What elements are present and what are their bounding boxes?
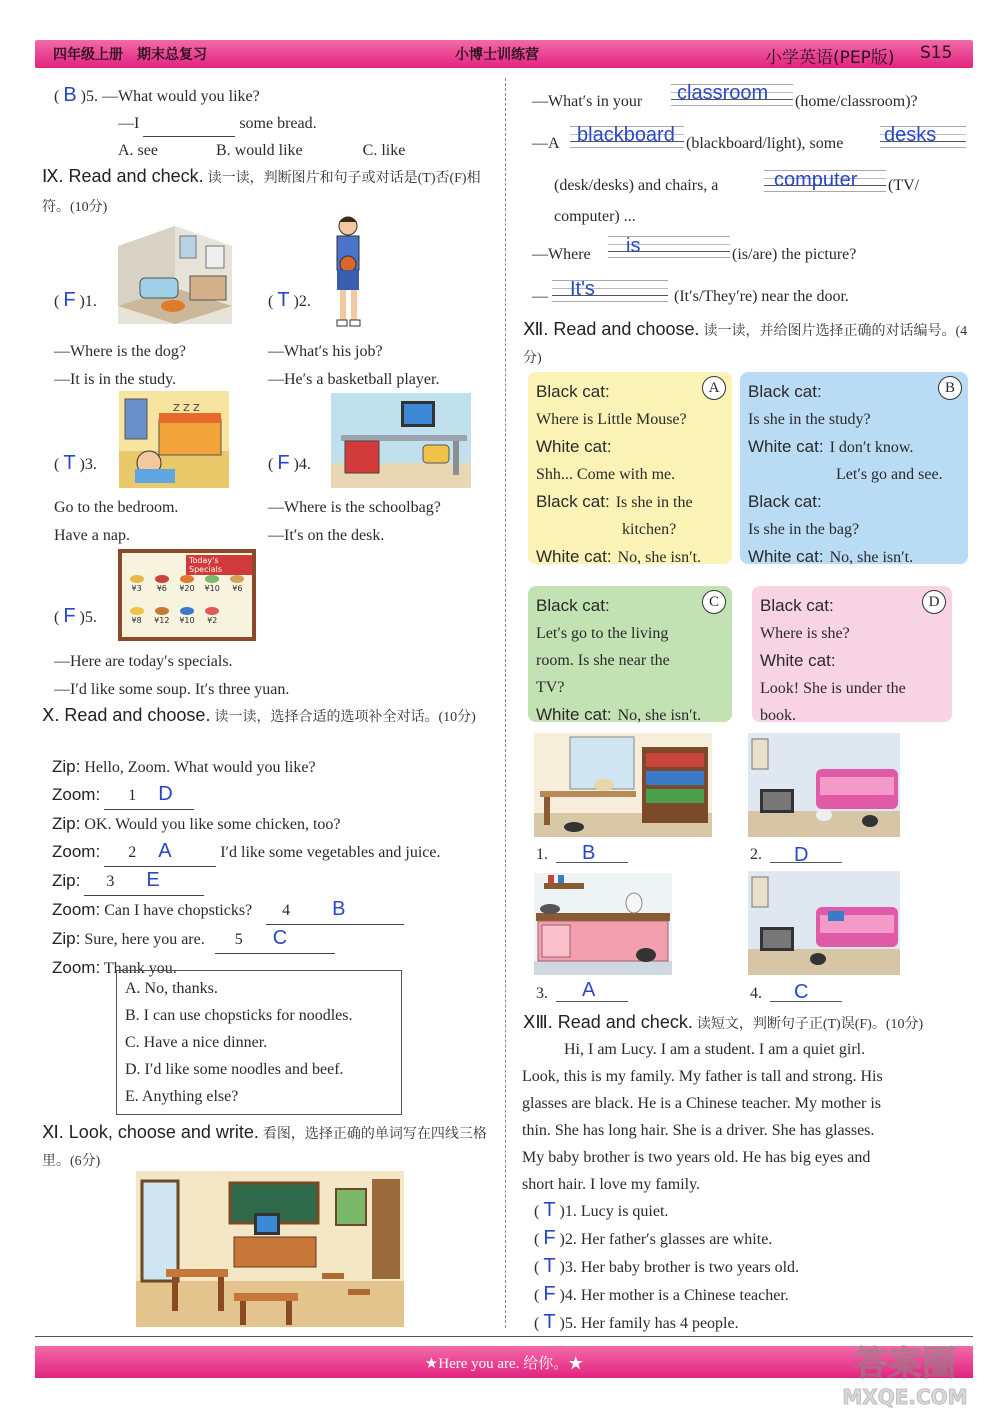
card-line: Black cat:	[536, 596, 610, 615]
pic3-number: 3.	[536, 985, 548, 1002]
card-line: Look! She is under the	[760, 680, 906, 697]
picture-study-room	[534, 733, 712, 837]
card-line: book.	[760, 707, 796, 724]
item9-5-label: ( F )5.	[54, 605, 97, 627]
picture-desk-schoolbag	[331, 393, 471, 488]
menu-item	[200, 575, 225, 593]
section-10-instructions: 读一读，选择合适的选项补全对话。(10分)	[214, 710, 476, 725]
picture-bathroom-dog	[118, 226, 232, 324]
card-line: Let′s go and see.	[836, 466, 943, 483]
menu-item	[149, 575, 174, 593]
pic4-number: 4.	[750, 985, 762, 1002]
section-10-title: Ⅹ. Read and choose.	[42, 705, 211, 725]
tf-item-2: ( F )2. Her father′s glasses are white.	[534, 1227, 773, 1249]
item9-4-label: ( F )4.	[268, 452, 311, 474]
option-a: A. No, thanks.	[125, 980, 218, 997]
card-line: kitchen?	[622, 521, 677, 538]
option-d: D. I′d like some noodles and beef.	[125, 1061, 344, 1078]
section-12-instructions: 读一读，并给图片选择正确的对话编号。(4分)	[523, 324, 968, 366]
menu-item	[225, 575, 250, 593]
card-line: Shh... Come with me.	[536, 466, 676, 483]
card-line: White cat: I don′t know.	[748, 437, 914, 456]
card-tag: C	[702, 590, 726, 614]
watermark-logo: 答案圈 MXQE.COM	[842, 1344, 968, 1409]
item9-5-text: —Here are today′s specials. —I′d like some soup. It′s three yuan.	[54, 653, 290, 698]
picture-bedroom-nap	[119, 391, 229, 488]
fill-row-4: computer) ...	[554, 208, 636, 225]
reading-passage: Hi, I am Lucy. I am a student. I am a quiet girl. Look, this is my family. My father is tall and strong. His glasses are black. He is a Chinese teacher. My mother is thin. She has long hair. She is a driver. She has glasses. My baby brother is two years old. He has big eyes and short hair. I love my family.	[522, 1041, 883, 1193]
card-line: Black cat: Is she in the	[536, 492, 693, 511]
fill-row-6-choice: (It′s/They′re) near the door.	[674, 288, 849, 305]
item9-1-answer: F	[63, 289, 76, 311]
fill-row-3-choice: (TV/	[888, 177, 920, 194]
card-line: Is she in the study?	[748, 411, 871, 428]
item9-3-answer: T	[63, 452, 76, 474]
menu-price: ¥12	[154, 616, 170, 625]
answer-is: is	[626, 235, 641, 257]
tf-item-1: ( T )1. Lucy is quiet.	[534, 1199, 669, 1221]
q5-opt-b: B. would like	[215, 142, 303, 159]
picture-living-room-book	[748, 871, 900, 975]
section-9-title: Ⅸ. Read and check.	[42, 166, 204, 186]
item9-5-answer: F	[63, 605, 76, 627]
picture-living-room-tv	[748, 733, 900, 837]
page-number: S15	[920, 43, 953, 63]
picture-classroom	[136, 1171, 404, 1327]
dialogue-card-c	[528, 586, 732, 722]
menu-item	[149, 607, 174, 625]
menu-item	[174, 575, 199, 593]
pic4-answer: C	[794, 981, 809, 1003]
menu-price: ¥20	[179, 584, 195, 593]
menu-price: ¥6	[156, 584, 167, 593]
q5-answer: B	[63, 84, 77, 106]
item9-2-label: ( T )2.	[268, 289, 311, 311]
section-10-heading	[42, 702, 494, 731]
menu-item	[200, 607, 225, 625]
card-tag: A	[702, 376, 726, 400]
section-11-title: Ⅺ. Look, choose and write.	[42, 1122, 259, 1142]
option-e: E. Anything else?	[125, 1088, 239, 1105]
section-11-instructions: 看图，选择正确的单词写在四线三格里。(6分)	[42, 1127, 487, 1169]
dialog-10: Zip: Hello, Zoom. What would you like? Zoom: 1 D Zip: OK. Would you like some chicken, too? Zoom: 2 A I′d like some vegetables and juice. Zip: 3 E Zoom: Can I have chopsticks? 4 B Zip: Sure, here you are. 5 C Zoom: Thank you.	[52, 757, 441, 977]
fill-row-2: —A	[532, 135, 560, 152]
option-c: C. Have a nice dinner.	[125, 1034, 268, 1051]
card-line: Where is she?	[760, 625, 850, 642]
fill-row-5-choice: (is/are) the picture?	[732, 246, 857, 263]
card-line: Black cat:	[760, 596, 834, 615]
card-line: Where is Little Mouse?	[536, 411, 687, 428]
item9-2-answer: T	[277, 289, 290, 311]
menu-price: ¥10	[179, 616, 195, 625]
header-left: 四年级上册 期末总复习	[53, 47, 207, 63]
option-b: B. I can use chopsticks for noodles.	[125, 1007, 353, 1024]
answer-blackboard: blackboard	[577, 124, 675, 146]
item9-2-text: —What′s his job? —He′s a basketball player.	[268, 343, 440, 388]
q5-opt-a: A. see	[118, 142, 158, 159]
card-line: Black cat:	[536, 382, 610, 401]
answer-desks: desks	[884, 124, 937, 146]
section-12-title: Ⅻ. Read and choose.	[523, 319, 700, 339]
card-line: White cat: No, she isn′t.	[536, 705, 702, 724]
d10-answer-3: E	[146, 869, 160, 891]
tf-item-5: ( T )5. Her family has 4 people.	[534, 1311, 739, 1333]
menu-item	[124, 575, 149, 593]
item9-1-label: ( F )1.	[54, 289, 97, 311]
answer-computer: computer	[774, 169, 858, 191]
pic3-answer: A	[582, 979, 596, 1001]
dialogue-card-a	[528, 372, 732, 564]
question-5: ( B )5. —What would you like? —I some bread. A. see B. would like C. like	[54, 84, 406, 159]
header-right: 小学英语(PEP版)	[765, 48, 895, 68]
page-header	[35, 40, 973, 68]
q5-opt-c: C. like	[362, 142, 406, 159]
item9-4-text: —Where is the schoolbag? —It′s on the desk.	[268, 499, 441, 544]
dialogue-card-d	[752, 586, 952, 722]
menu-item	[124, 607, 149, 625]
menu-price: ¥2	[207, 616, 218, 625]
section-13-title: ⅩⅢ. Read and check.	[523, 1012, 693, 1032]
card-tag: D	[922, 590, 946, 614]
menu-price: ¥10	[204, 584, 220, 593]
card-line: room. Is she near the	[536, 652, 670, 669]
menu-item	[174, 607, 199, 625]
d10-answer-4: B	[332, 898, 346, 920]
fill-row-2-choice: (blackboard/light), some	[686, 135, 844, 152]
card-line: Black cat:	[748, 382, 822, 401]
card-line: White cat:	[760, 651, 836, 670]
q5-line2b: some bread.	[239, 115, 317, 132]
tf-item-4: ( F )4. Her mother is a Chinese teacher.	[534, 1283, 789, 1305]
card-line: Black cat:	[748, 492, 822, 511]
section-11-heading	[42, 1119, 494, 1175]
picture-kitchen	[534, 873, 672, 975]
pic2-number: 2.	[750, 846, 762, 863]
item9-3-label: ( T )3.	[54, 452, 97, 474]
menu-price: ¥6	[232, 584, 243, 593]
section-9-heading	[42, 162, 492, 222]
d10-answer-2: A	[158, 840, 172, 862]
card-line: White cat:	[536, 437, 612, 456]
true-false-list	[534, 1197, 799, 1337]
q5-line1: —What would you like?	[102, 88, 260, 105]
card-line: White cat: No, she isn′t.	[748, 547, 914, 566]
item9-4-answer: F	[277, 452, 290, 474]
answer-its: It's	[570, 278, 595, 300]
pic1-number: 1.	[536, 846, 548, 863]
card-line: White cat: No, she isn′t.	[536, 547, 702, 566]
column-divider	[505, 78, 506, 1328]
picture-basketball-player	[325, 214, 371, 330]
item9-3-text: Go to the bedroom. Have a nap.	[54, 499, 179, 544]
fill-row-3: (desk/desks) and chairs, a	[554, 177, 719, 194]
menu-price: ¥3	[131, 584, 142, 593]
d10-answer-1: D	[158, 783, 173, 805]
section-13-instructions: 读短文，判断句子正(T)误(F)。(10分)	[696, 1017, 924, 1032]
section-12-heading	[523, 316, 973, 372]
section-13-heading	[523, 1009, 973, 1038]
pic2-answer: D	[794, 844, 809, 866]
q5-line2a: —I	[118, 115, 140, 132]
fill-row-1: —What′s in your	[532, 93, 643, 110]
card-tag: B	[938, 376, 962, 400]
card-line: Is she in the bag?	[748, 521, 860, 538]
pic1-answer: B	[582, 842, 596, 864]
card-line: TV?	[536, 679, 565, 696]
svg-text:Z Z Z: Z Z Z	[173, 403, 200, 414]
fill-row-5: —Where	[532, 246, 591, 263]
menu-price: ¥8	[131, 616, 142, 625]
picture-menu-board	[118, 549, 256, 641]
tf-item-3: ( T )3. Her baby brother is two years old.	[534, 1255, 800, 1277]
answer-classroom: classroom	[677, 82, 769, 104]
dialogue-card-b	[740, 372, 968, 564]
fill-row-1-choice: (home/classroom)?	[795, 93, 918, 110]
card-line: Let′s go to the living	[536, 625, 669, 642]
header-center: 小博士训练营	[455, 47, 539, 63]
item9-1-text: —Where is the dog? —It is in the study.	[54, 343, 186, 388]
footer-text: ★Here you are. 给你。★	[424, 1356, 584, 1372]
d10-answer-5: C	[272, 927, 288, 949]
section-9-instructions: 读一读，判断图片和句子或对话是(T)否(F)相符。(10分)	[42, 171, 481, 215]
options-box-10	[116, 970, 402, 1115]
menu-title: Today's Specials	[186, 555, 252, 575]
